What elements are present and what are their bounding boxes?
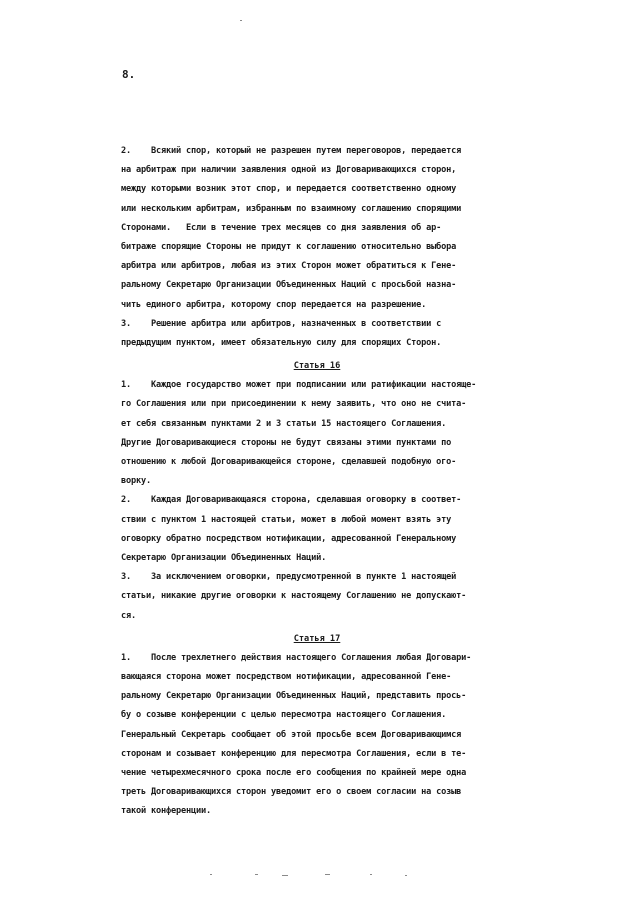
article-16-paragraph-1 [121,376,513,491]
scan-mark-top [240,20,242,21]
text-line: между которыми возник этот спор, и передается соответственно одному [121,184,457,195]
text-line: вающаяся сторона может посредством нотификации, адресованной Гене- [121,672,452,683]
scan-mark-bottom [282,875,288,876]
text-line: ся. [121,610,137,621]
article-16-heading: Статья 16 [293,361,341,372]
text-line: го Соглашения или при присоединении к нему заявить, что оно не счита- [121,399,467,410]
text-line: Сторонами. Если в течение трех месяцев со дня заявления об ар- [121,222,442,233]
text-line: 2. Всякий спор, который не разрешен путем переговоров, передается [121,146,462,156]
page-number: 8. [122,68,136,81]
text-line: арбитра или арбитров, любая из этих Сторон может обратиться к Гене- [121,261,457,272]
text-line: оговорку обратно посредством нотификации, адресованной Генеральному [121,533,457,544]
text-line: ральному Секретарю Организации Объединенных Наций, представить прось- [121,691,467,702]
text-line: треть Договаривающихся сторон уведомит его о своем согласии на созыв [121,787,462,798]
text-line: такой конференции. [121,806,212,817]
article-15-paragraph-2 [121,142,513,315]
text-line: битраже спорящие Стороны не придут к соглашению относительно выбора [121,241,457,252]
text-line: ральному Секретарю Организации Объединенных Наций с просьбой назна- [121,280,457,291]
scan-mark-bottom [370,874,372,875]
article-17-paragraph-1 [121,649,513,822]
text-line: 3. За исключением оговорки, предусмотренной в пункте 1 настоящей [121,572,457,583]
text-line: 2. Каждая Договаривающаяся сторона, сделавшая оговорку в соответ- [121,495,462,506]
text-line: чить единого арбитра, которому спор передается на разрешение. [121,299,427,310]
text-line: бу о созыве конференции с целью пересмотра настоящего Соглашения. [121,710,447,721]
text-line: Секретарю Организации Объединенных Наций. [121,552,327,563]
article-16-paragraph-2 [121,491,513,568]
document-body [121,142,513,822]
article-15-paragraph-3 [121,315,513,353]
article-17-heading: Статья 17 [293,633,341,644]
text-line: Генеральный Секретарь сообщает об этой просьбе всем Договаривающимся [121,729,462,740]
scan-mark-bottom [325,874,330,875]
text-line: 1. После трехлетнего действия настоящего Соглашения любая Договари- [121,652,472,663]
text-line: 3. Решение арбитра или арбитров, назначенных в соответствии с [121,318,442,329]
scan-mark-bottom [255,874,258,875]
text-line: предыдущим пунктом, имеет обязательную силу для спорящих Сторон. [121,337,442,348]
text-line: Другие Договаривающиеся стороны не будут связаны этими пунктами по [121,437,452,448]
text-line: или нескольким арбитрам, избранным по взаимному соглашению спорящими [121,203,462,214]
text-line: ствии с пунктом 1 настоящей статьи, может в любой момент взять эту [121,514,452,525]
scan-mark-bottom [405,875,407,876]
text-line: ворку. [121,476,152,487]
text-line: 1. Каждое государство может при подписании или ратификации настояще- [121,380,477,391]
text-line: отношению к любой Договаривающейся стороне, сделавшей подобную ого- [121,457,457,467]
scan-mark-bottom [210,874,212,875]
text-line: чение четырехмесячного срока после его сообщения по крайней мере одна [121,768,467,778]
text-line: сторонам и созывает конференцию для пересмотра Соглашения, если в те- [121,748,467,759]
text-line: на арбитраж при наличии заявления одной из Договаривающихся сторон, [121,165,457,176]
text-line: ет себя связанным пунктами 2 и 3 статьи 15 настоящего Соглашения. [121,418,447,429]
text-line: статьи, никакие другие оговорки к настоящему Соглашению не допускают- [121,591,467,602]
article-16-paragraph-3 [121,568,513,626]
